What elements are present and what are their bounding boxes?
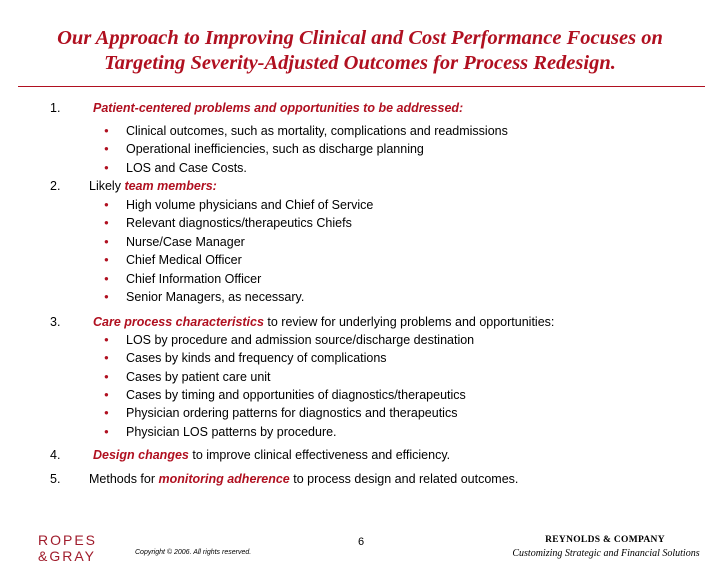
bullet-dot: ●	[104, 218, 109, 227]
section-heading-rest: to review for underlying problems and opportunities:	[263, 315, 555, 329]
section-heading-emphasis: monitoring adherence	[158, 472, 290, 486]
list-item: Relevant diagnostics/therapeutics Chiefs	[126, 216, 352, 230]
list-item: Physician LOS patterns by procedure.	[126, 425, 337, 439]
list-item: Cases by kinds and frequency of complications	[126, 351, 387, 365]
section-heading	[93, 313, 554, 331]
company-tagline: Customizing Strategic and Financial Solutions	[512, 548, 700, 559]
list-item: Nurse/Case Manager	[126, 235, 245, 249]
section-heading-rest: to process design and related outcomes.	[289, 472, 519, 486]
bullet-dot: ●	[104, 390, 109, 399]
list-item: Chief Medical Officer	[126, 253, 242, 267]
section-heading-emphasis: team members:	[124, 179, 217, 193]
bullet-dot: ●	[104, 372, 109, 381]
bullet-dot: ●	[104, 255, 109, 264]
company-name: REYNOLDS & COMPANY	[545, 535, 665, 545]
list-item: Senior Managers, as necessary.	[126, 290, 305, 304]
section-heading-rest: to improve clinical effectiveness and efficiency.	[188, 448, 451, 462]
title-line-1: Our Approach to Improving Clinical and Cost Performance Focuses on	[57, 27, 663, 49]
section-heading	[89, 470, 518, 488]
page-number: 6	[358, 536, 365, 548]
title-line-2: Targeting Severity-Adjusted Outcomes for Process Redesign.	[104, 52, 616, 74]
logo-line-top: ROPES	[38, 532, 98, 548]
list-item: LOS and Case Costs.	[126, 161, 247, 175]
bullet-dot: ●	[104, 200, 109, 209]
bullet-dot: ●	[104, 126, 109, 135]
bullet-dot: ●	[104, 292, 109, 301]
section-number: 5.	[50, 472, 61, 486]
section-heading-prefix: Methods for	[89, 472, 159, 486]
section-heading-emphasis: Design changes	[93, 448, 189, 462]
list-item: Cases by patient care unit	[126, 370, 271, 384]
section-heading	[93, 446, 450, 464]
section-heading	[93, 99, 463, 117]
section-heading-prefix: Likely	[89, 179, 125, 193]
list-item: LOS by procedure and admission source/discharge destination	[126, 333, 475, 347]
section-number: 2.	[50, 179, 61, 193]
copyright-notice: Copyright © 2006. All rights reserved.	[135, 549, 252, 556]
section-heading-emphasis: Care process characteristics	[93, 315, 264, 329]
bullet-dot: ●	[104, 144, 109, 153]
bullet-dot: ●	[104, 274, 109, 283]
bullet-dot: ●	[104, 163, 109, 172]
list-item: Physician ordering patterns for diagnostics and therapeutics	[126, 406, 458, 420]
bullet-dot: ●	[104, 353, 109, 362]
section-number: 3.	[50, 315, 61, 329]
section-number: 1.	[50, 101, 61, 115]
list-item: Chief Information Officer	[126, 272, 262, 286]
section-heading-emphasis: Patient-centered problems and opportunities to be addressed:	[93, 101, 464, 115]
bullet-dot: ●	[104, 335, 109, 344]
list-item: Operational inefficiencies, such as discharge planning	[126, 142, 424, 156]
list-item: Cases by timing and opportunities of diagnostics/therapeutics	[126, 388, 466, 402]
section-heading	[89, 177, 217, 195]
list-item: High volume physicians and Chief of Service	[126, 198, 374, 212]
bullet-dot: ●	[104, 408, 109, 417]
section-number: 4.	[50, 448, 61, 462]
list-item: Clinical outcomes, such as mortality, complications and readmissions	[126, 124, 508, 138]
logo-line-bottom: &GRAY	[38, 548, 96, 564]
bullet-dot: ●	[104, 237, 109, 246]
ropes-gray-logo	[38, 532, 97, 564]
bullet-dot: ●	[104, 427, 109, 436]
